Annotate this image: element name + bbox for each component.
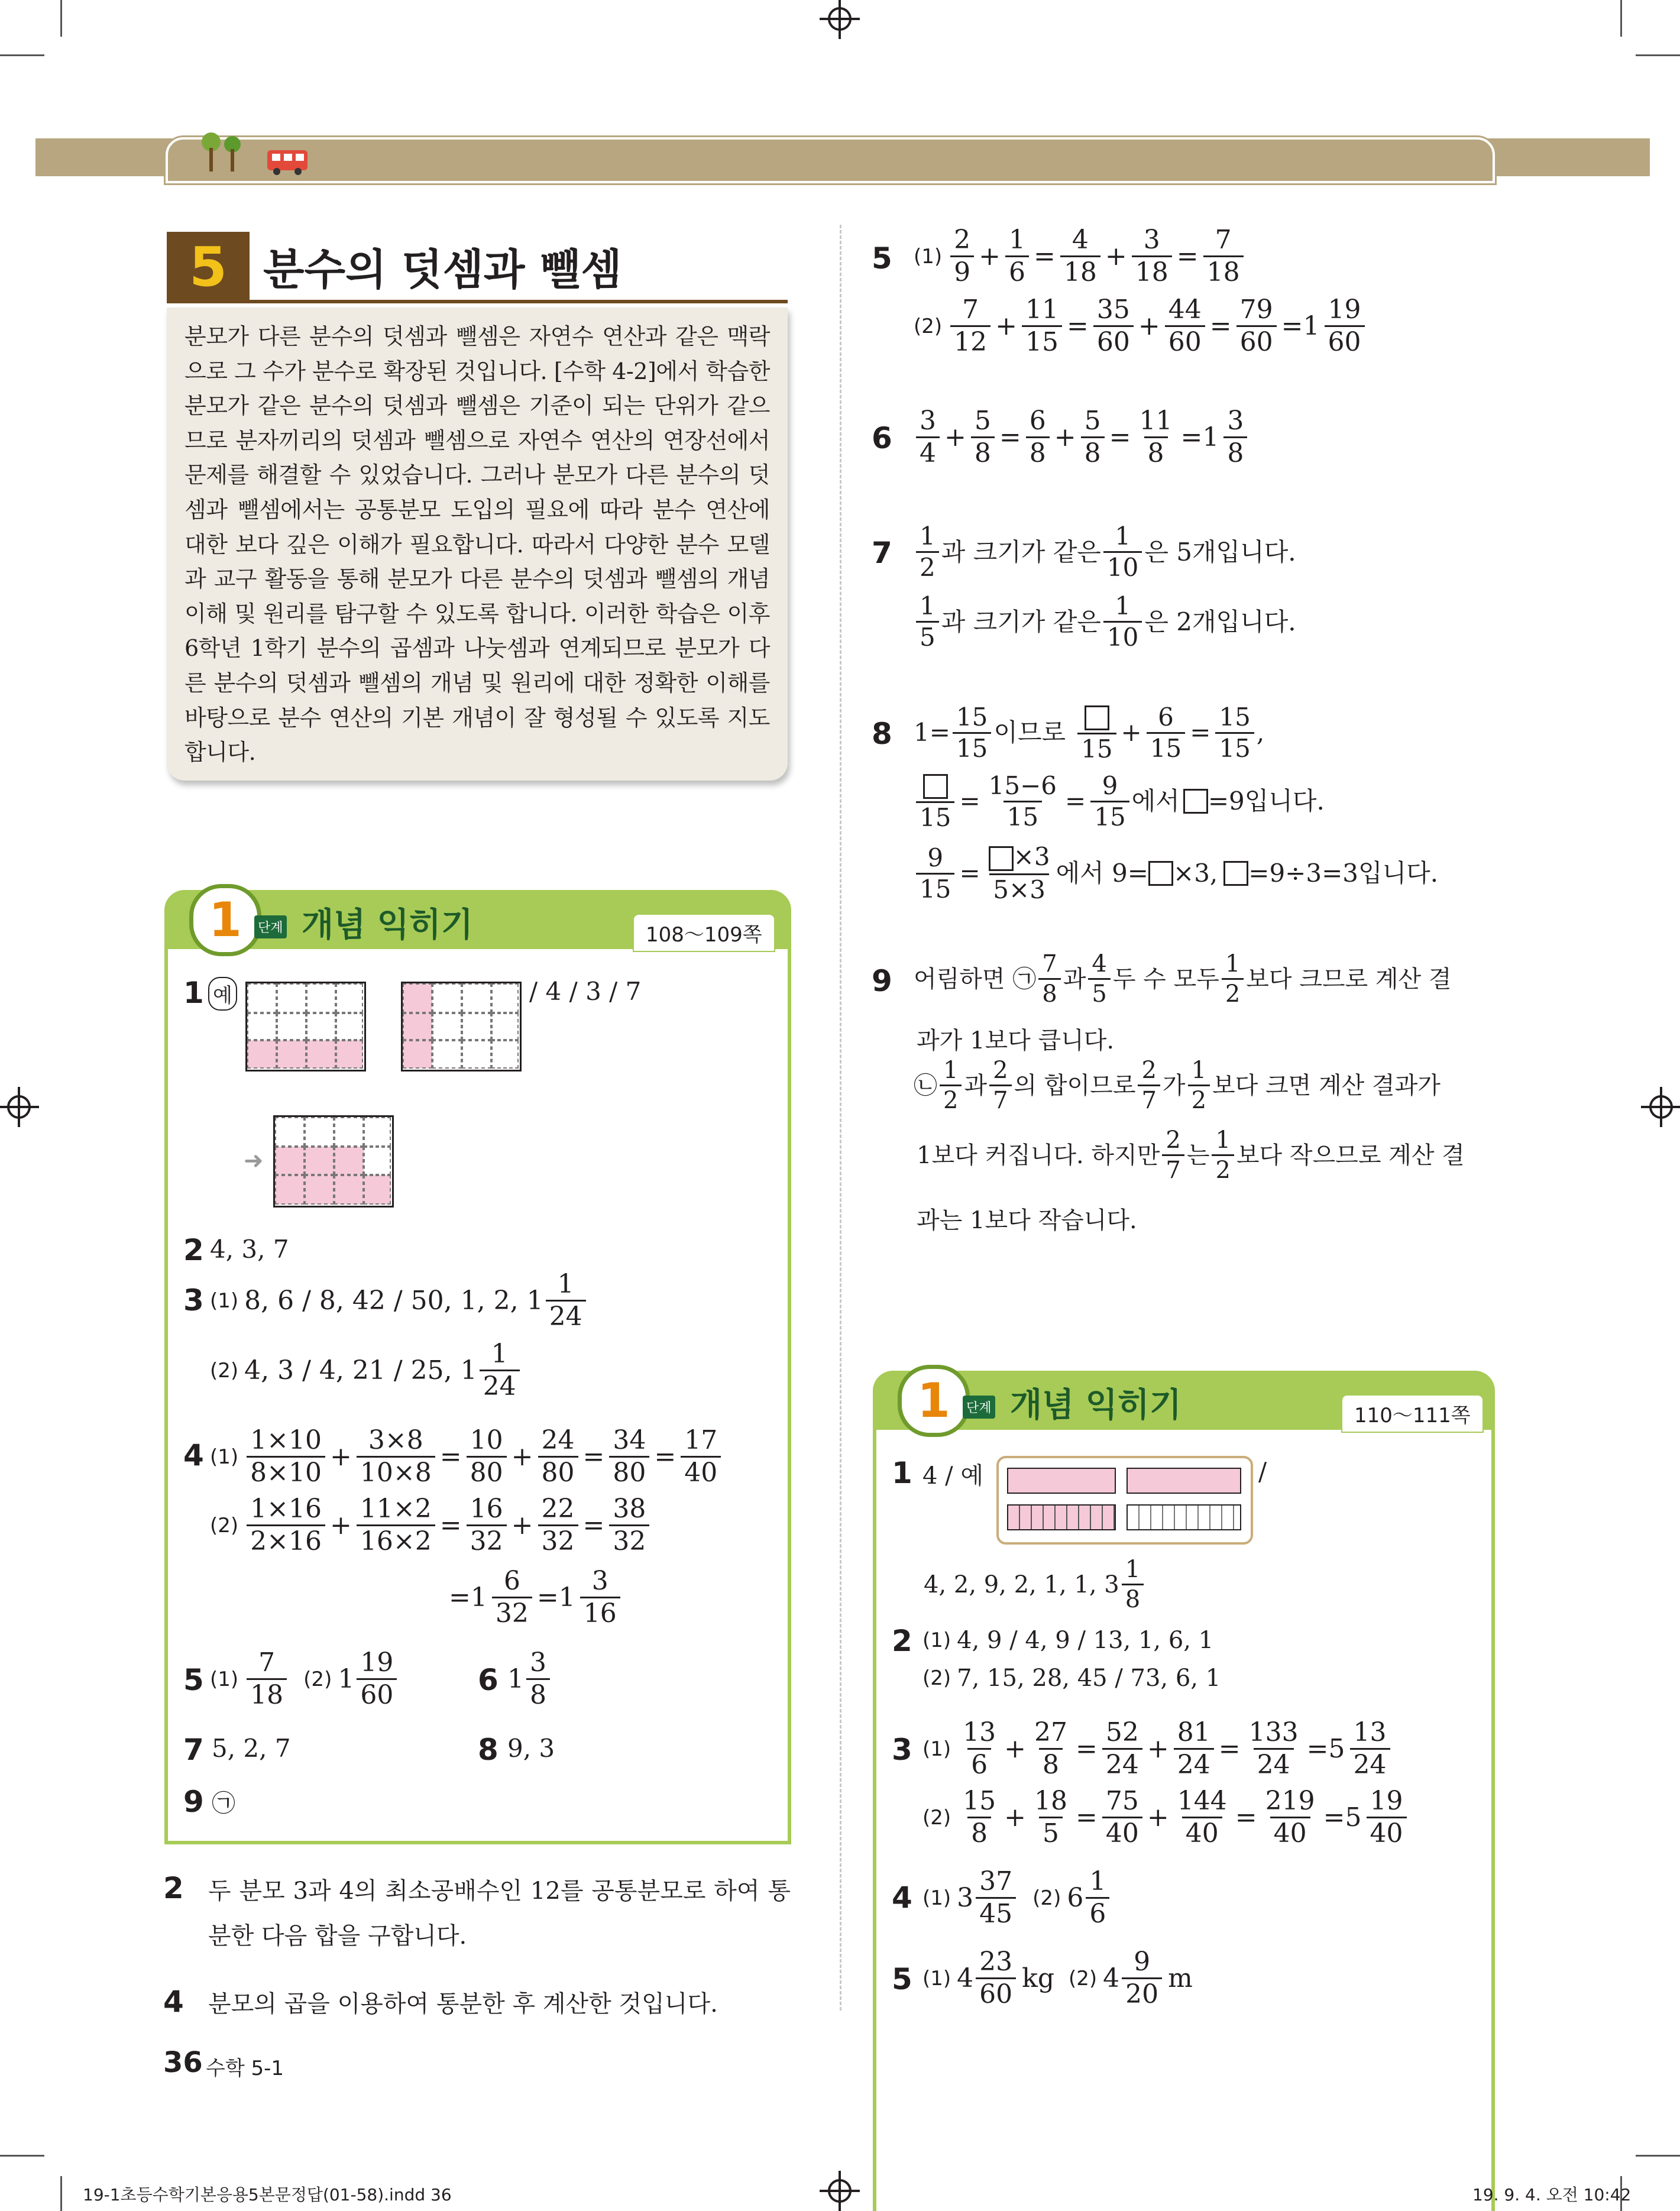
question-number: 1 <box>892 1456 912 1490</box>
r-q9-line5: 과는 1보다 작습니다. <box>917 1207 1137 1234</box>
crop-mark <box>1620 0 1622 37</box>
stage-label: 단계 <box>254 915 287 938</box>
fraction-grid-a <box>245 982 366 1071</box>
note-number: 4 <box>163 1985 184 2019</box>
registration-mark-icon <box>7 1095 31 1119</box>
bus-icon <box>266 148 310 177</box>
q8-answer: 9, 3 <box>507 1734 555 1763</box>
tree-icon <box>198 131 257 179</box>
header-tab <box>166 137 1495 183</box>
question-number: 7 <box>183 1733 204 1767</box>
question-number: 2 <box>183 1233 204 1267</box>
question-number: 2 <box>892 1624 912 1658</box>
q4-2-result: =1 $\frac{6}{32}$ =1 $\frac{3}{16}$ <box>446 1568 623 1627</box>
print-date: 19. 9. 4. 오전 10:42 <box>1472 2185 1632 2204</box>
r-box-q2-1: (1) 4, 9 / 4, 9 / 13, 1, 6, 1 <box>922 1627 1214 1654</box>
q6-answer: 1 $\frac{3}{8}$ <box>507 1650 552 1708</box>
crop-mark <box>0 2155 44 2157</box>
r-box-q5: (1) 4 $\frac{23}{60}$ kg (2) 4 $\frac{9}{20}$ m <box>922 1947 1193 2009</box>
concept-title: 개념 익히기 <box>1010 1386 1181 1425</box>
page-number: 36 <box>163 2046 203 2079</box>
stage-number: 1 <box>189 884 261 956</box>
question-number: 9 <box>872 964 892 998</box>
question-number: 3 <box>183 1283 204 1317</box>
r-q9-line2: 과가 1보다 큽니다. <box>917 1027 1115 1054</box>
question-number: 8 <box>872 717 892 751</box>
file-name: 19-1초등수학기본응용5본문정답(01-58).indd 36 <box>83 2185 452 2204</box>
bar-model <box>996 1456 1253 1545</box>
example-marker: 예 <box>208 977 237 1011</box>
r-q7-line1: $\frac{1}{2}$ 과 크기가 같은 $\frac{1}{10}$ 은 5개입니다. <box>914 524 1296 580</box>
column-divider <box>840 225 841 2011</box>
fraction-grid-result <box>273 1115 394 1208</box>
r-q9-line4: 1보다 커집니다. 하지만 $\frac{2}{7}$ 는 $\frac{1}{2}$ 보다 작으므로 계산 결 <box>917 1126 1465 1184</box>
section-title: 분수의 덧셈과 뺄셈 <box>263 245 622 294</box>
r-q6-equation: $\frac{3}{4}$ + $\frac{5}{8}$ = $\frac{6}{8}$ + $\frac{5}{8}$ = $\frac{11}{8}$ =1 $\frac{3}{8}$ <box>914 408 1250 467</box>
fraction-grid-b <box>401 982 522 1071</box>
crop-mark <box>60 0 62 37</box>
q2-answer: 4, 3, 7 <box>210 1235 289 1264</box>
crop-mark <box>60 2176 62 2211</box>
r-box-q1-line2: 4, 2, 9, 2, 1, 1, 3 $\frac{1}{8}$ <box>924 1558 1146 1611</box>
r-box-q1-slash: / <box>1258 1457 1267 1486</box>
section-number: 5 <box>167 232 250 303</box>
arrow-icon: ➜ <box>244 1147 264 1174</box>
r-box-q4: (1) 3 $\frac{37}{45}$ (2) 6 $\frac{1}{6}$ <box>922 1869 1112 1927</box>
concept-title: 개념 익히기 <box>302 906 473 944</box>
r-box-q3-1: (1) $\frac{13}{6}$ + $\frac{27}{8}$ = $\frac{52}{24}$ + $\frac{81}{24}$ = $\frac{133}{24}$ =5 $\frac{13}{24}$ <box>922 1720 1393 1778</box>
intro-text: 분모가 다른 분수의 덧셈과 뺄셈은 자연수 연산과 같은 맥락으로 그 수가 분수로 확장된 것입니다. [수학 4-2]에서 학습한 분모가 같은 분수의 덧셈과 뺄셈은 기준이 되는 단위가 같으므로 분자끼리의 덧셈과 뺄셈으로 자연수 연산의 연장선에서 문제를 해결할 수 있었습니다. 그러나 분모가 다른 분수의 덧셈과 뺄셈에서는 공통분모 도입의 필요에 따라 분수 연산에 대한 보다 깊은 이해가 필요합니다. 따라서 다양한 분수 모델과 교구 활동을 통해 분모가 다른 분수의 덧셈과 뺄셈의 개념 이해 및 원리를 탐구할 수 있도록 합니다. 이러한 학습은 이후 6학년 1학기 분수의 곱셈과 나눗셈과 연계되므로 분모가 다른 분수의 덧셈과 뺄셈의 개념 및 원리에 대한 정확한 이해를 바탕으로 분수 연산의 기본 개념이 잘 형성될 수 있도록 지도합니다. <box>184 323 770 766</box>
q1-answer: / 4 / 3 / 7 <box>529 977 642 1006</box>
question-number: 5 <box>872 241 892 276</box>
r-q8-line3: $\frac{9}{15}$ = $\frac{\times 3}{5\times 3}$ 에서 9= ×3, =9÷3=3입니다. <box>914 844 1438 902</box>
question-number: 5 <box>892 1962 912 1996</box>
question-number: 4 <box>892 1880 912 1915</box>
question-number: 5 <box>183 1663 204 1697</box>
question-number: 6 <box>872 421 892 455</box>
stage-label: 단계 <box>963 1396 995 1419</box>
note-4-text: 분모의 곱을 이용하여 통분한 후 계산한 것입니다. <box>208 1990 718 2018</box>
registration-mark-icon <box>828 7 852 31</box>
question-number: 9 <box>183 1785 204 1819</box>
question-number: 8 <box>478 1733 499 1767</box>
page-reference: 108～109쪽 <box>633 914 775 952</box>
r-q8-line1: 1= $\frac{15}{15}$ 이므로 15 + $\frac{6}{15}$ = $\frac{15}{15}$ , <box>914 702 1265 763</box>
question-number: 1 <box>183 976 204 1010</box>
note-number: 2 <box>163 1871 184 1905</box>
q3-2-answer: (2) 4, 3 / 4, 21 / 25, 1 $\frac{1}{24}$ <box>210 1341 522 1400</box>
question-number: 7 <box>872 536 892 570</box>
crop-mark <box>0 54 44 56</box>
crop-mark <box>1636 2155 1680 2157</box>
question-number: 3 <box>892 1733 912 1767</box>
stage-number: 1 <box>898 1365 970 1437</box>
question-number: 4 <box>183 1438 204 1472</box>
r-q7-line2: $\frac{1}{5}$ 과 크기가 같은 $\frac{1}{10}$ 은 2개입니다. <box>914 594 1296 650</box>
q9-answer: ㉠ <box>212 1790 235 1817</box>
r-box-q2-2: (2) 7, 15, 28, 45 / 73, 6, 1 <box>922 1665 1221 1692</box>
registration-mark-icon <box>1649 1095 1673 1119</box>
registration-mark-icon <box>828 2179 852 2203</box>
r-box-q3-2: (2) $\frac{15}{8}$ + $\frac{18}{5}$ = $\frac{75}{40}$ + $\frac{144}{40}$ = $\frac{219}{40}$ =5 $\frac{19}{40}$ <box>922 1788 1409 1847</box>
question-number: 6 <box>478 1663 499 1697</box>
book-title: 수학 5-1 <box>206 2057 284 2080</box>
r-box-q1-prefix: 4 / 예 <box>922 1462 983 1490</box>
r-q8-line2: 15 = $\frac{15-6}{15}$ = $\frac{9}{15}$ 에서 =9입니다. <box>914 772 1325 830</box>
q5-answer: (1) $\frac{7}{18}$ (2) 1 $\frac{19}{60}$ <box>210 1650 399 1708</box>
crop-mark <box>1636 54 1680 56</box>
note-2-text: 두 분모 3과 4의 최소공배수인 12를 공통분모로 하여 통분한 다음 합을 구합니다. <box>208 1877 791 1950</box>
q3-1-answer: (1) 8, 6 / 8, 42 / 50, 1, 2, 1 $\frac{1}{24}$ <box>210 1271 588 1330</box>
r-q5-2-equation: (2) $\frac{7}{12}$ + $\frac{11}{15}$ = $\frac{35}{60}$ + $\frac{44}{60}$ = $\frac{79}{60}$ =1 $\frac{19}{60}$ <box>914 297 1367 355</box>
q4-2-equation: (2) $\frac{1\times 16}{2\times 16}$ + $\frac{11\times 2}{16\times 2}$ = $\frac{16}{32}$ + $\frac{22}{32}$ = $\frac{38}{32}$ <box>210 1496 652 1555</box>
page-reference: 110～111쪽 <box>1341 1394 1484 1433</box>
q7-answer: 5, 2, 7 <box>212 1734 291 1763</box>
section-divider <box>167 300 788 303</box>
r-q9-line3: ㉡ $\frac{1}{2}$ 과 $\frac{2}{7}$ 의 합이므로 $\frac{2}{7}$ 가 $\frac{1}{2}$ 보다 크면 계산 결과가 <box>914 1057 1441 1114</box>
r-q9-line1: 어림하면 ㉠ $\frac{7}{8}$ 과 $\frac{4}{5}$ 두 수 모두 $\frac{1}{2}$ 보다 크므로 계산 결 <box>914 950 1452 1008</box>
q4-1-equation: (1) $\frac{1\times 10}{8\times 10}$ + $\frac{3\times 8}{10\times 8}$ = $\frac{10}{80}$ + $\frac{24}{80}$ = $\frac{34}{80}$ = $\frac{17}{40}$ <box>210 1427 723 1486</box>
r-q5-1-equation: (1) $\frac{2}{9}$ + $\frac{1}{6}$ = $\frac{4}{18}$ + $\frac{3}{18}$ = $\frac{7}{18}$ <box>914 227 1246 286</box>
